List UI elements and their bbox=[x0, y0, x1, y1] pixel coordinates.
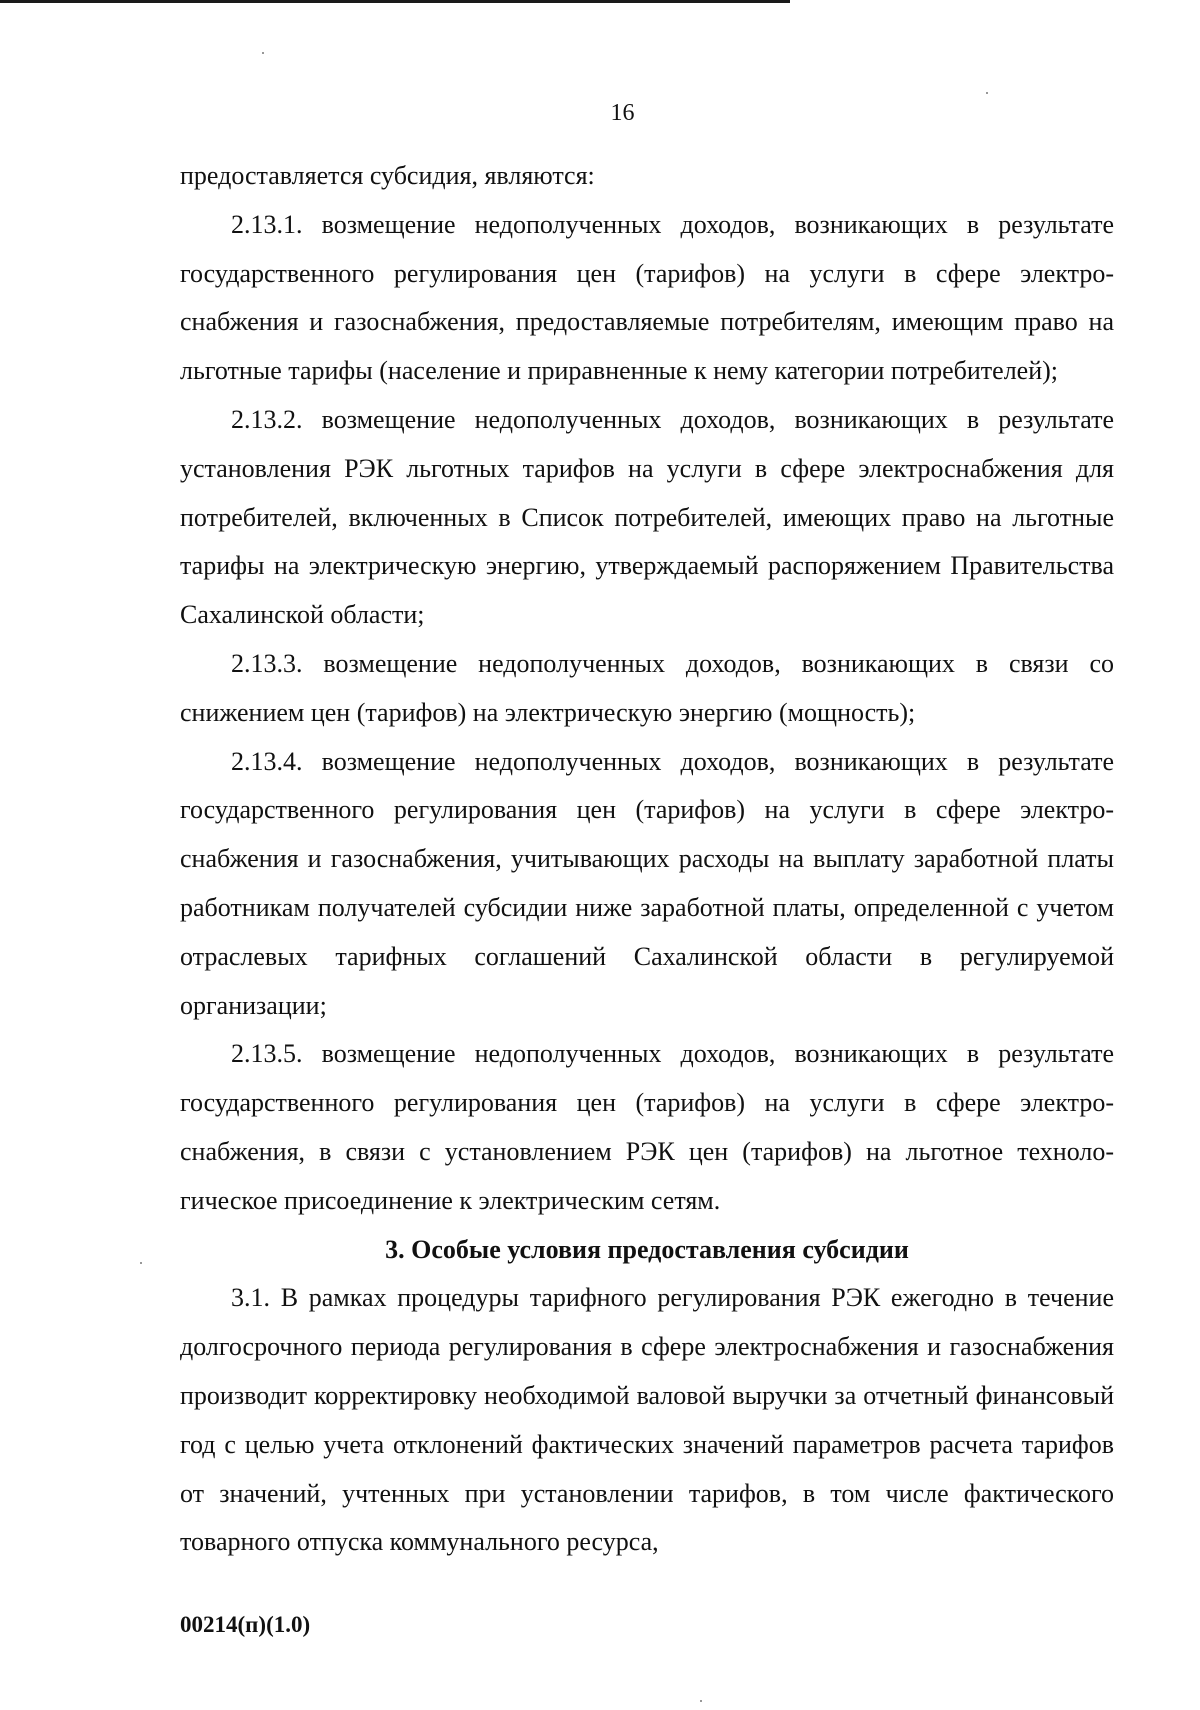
paragraph-2-13-3: 2.13.3. возмещение недополученных доходов, возникающих в связи со снижением цен (тарифов) на электрическую энергию (мощность); bbox=[180, 648, 1114, 727]
paragraph-continuation: предоставляется субсидия, являются: bbox=[180, 161, 595, 190]
scan-speck bbox=[700, 1700, 702, 1702]
scan-speck bbox=[262, 52, 264, 54]
section-heading: 3. Особые условия предоставления субсидии bbox=[385, 1234, 909, 1264]
paragraph-3-1: 3.1. В рамках процедуры тарифного регулирования РЭК ежегодно в течение долгосрочного периода регулирования в сфере электроснабжения и газоснабжения производит корректировку необходимой валовой выручки за отчетный финансовый год с целью учета отклонений фактических значений параметров расчета тарифов от значений, учтенных при установлении тарифов, в том числе фактического товарного отпуска коммунального ресурса, bbox=[180, 1283, 1114, 1557]
paragraph-2-13-1: 2.13.1. возмещение недополученных доходов, возникающих в результате государственного регулирования цен (тарифов) на услуги в сфере электроснабжения и газоснабжения, предоставляемые потребителям, имеющим право на льготные тарифы (население и приравненные к нему категории потребителей); bbox=[180, 209, 1114, 386]
scan-speck bbox=[986, 92, 988, 94]
page-number: 16 bbox=[610, 100, 635, 126]
paragraph-2-13-2: 2.13.2. возмещение недополученных доходов, возникающих в результате установления РЭК льготных тарифов на услуги в сфере электроснабжения для потребителей, включенных в Список потребителей, имеющих право на льготные тарифы на электрическую энергию, утверждаемый распоряжением Правительства Сахалинской области; bbox=[180, 404, 1114, 630]
document-body bbox=[180, 152, 1114, 1567]
scan-speck bbox=[140, 1262, 142, 1264]
document-code: 00214(п)(1.0) bbox=[180, 1612, 311, 1637]
paragraph-2-13-5: 2.13.5. возмещение недополученных доходов, возникающих в результате государственного регулирования цен (тарифов) на услуги в сфере электроснабжения, в связи с установлением РЭК цен (тарифов) на льготное технологическое присоединение к электрическим сетям. bbox=[180, 1039, 1114, 1215]
paragraph-2-13-4: 2.13.4. возмещение недополученных доходов, возникающих в результате государственного регулирования цен (тарифов) на услуги в сфере электроснабжения и газоснабжения, учитывающих расходы на выплату заработной платы работникам получателей субсидии ниже заработной платы, определенной с учетом отраслевых тарифных соглашений Сахалинской области в регулируемой организации; bbox=[180, 746, 1114, 1020]
scan-top-edge bbox=[0, 0, 790, 3]
